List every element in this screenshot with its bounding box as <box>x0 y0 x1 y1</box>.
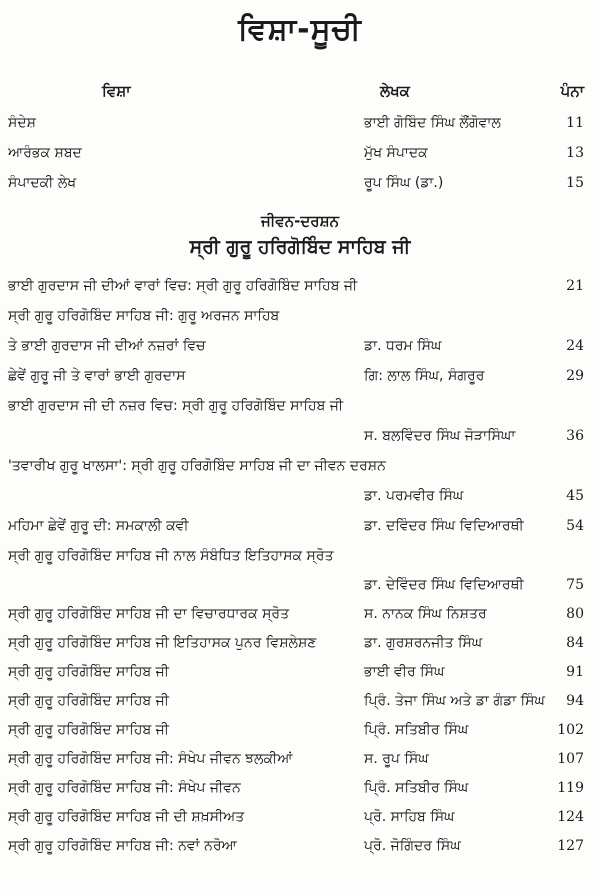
column-header-subject: ਵਿਸ਼ਾ <box>102 82 131 100</box>
entry-subject: ਭਾਈ ਗੁਰਦਾਸ ਜੀ ਦੀ ਨਜ਼ਰ ਵਿਚ: ਸ੍ਰੀ ਗੁਰੂ ਹਰਿਗੋਬਿੰਦ ਸਾਹਿਬ ਜੀ <box>8 398 344 414</box>
entry-author: ਪ੍ਰਿੰ. ਸਤਿਬੀਰ ਸਿੰਘ <box>364 722 469 738</box>
entry-page: 84 <box>566 635 584 651</box>
entry-subject: ਸ੍ਰੀ ਗੁਰੂ ਹਰਿਗੋਬਿੰਦ ਸਾਹਿਬ ਜੀ ਨਾਲ ਸੰਬੰਧਿਤ ਇਤਿਹਾਸਕ ਸ੍ਰੋਤ <box>8 548 334 564</box>
page-title: ਵਿਸ਼ਾ-ਸੂਚੀ <box>238 12 362 47</box>
entry-page: 13 <box>566 145 584 161</box>
entry-author: ਡਾ. ਦਵਿੰਦਰ ਸਿੰਘ ਵਿਦਿਆਰਥੀ <box>364 518 524 534</box>
entry-subject: ਤੇ ਭਾਈ ਗੁਰਦਾਸ ਜੀ ਦੀਆਂ ਨਜ਼ਰਾਂ ਵਿਚ <box>8 338 206 354</box>
entry-author: ਡਾ. ਦੇਵਿੰਦਰ ਸਿੰਘ ਵਿਦਿਆਰਥੀ <box>364 577 524 593</box>
entry-author: ਪ੍ਰਿੰ. ਸਤਿਬੀਰ ਸਿੰਘ <box>364 780 469 796</box>
column-header-author: ਲੇਖਕ <box>380 82 410 100</box>
entry-page: 127 <box>557 838 584 854</box>
entry-author: ਸ. ਰੂਪ ਸਿੰਘ <box>364 751 429 767</box>
entry-author: ਪ੍ਰੋ. ਸਾਹਿਬ ਸਿੰਘ <box>364 809 455 825</box>
entry-author: ਮੁੱਖ ਸੰਪਾਦਕ <box>364 145 428 161</box>
entry-subject: ਸ੍ਰੀ ਗੁਰੂ ਹਰਿਗੋਬਿੰਦ ਸਾਹਿਬ ਜੀ: ਸੰਖੇਪ ਜੀਵਨ ਝਲਕੀਆਂ <box>8 751 293 767</box>
entry-subject: ਸੰਦੇਸ਼ <box>8 115 36 131</box>
entry-page: 119 <box>557 780 584 796</box>
entry-subject: ਸ੍ਰੀ ਗੁਰੂ ਹਰਿਗੋਬਿੰਦ ਸਾਹਿਬ ਜੀ ਦਾ ਵਿਚਾਰਧਾਰਕ ਸ੍ਰੋਤ <box>8 606 290 622</box>
entry-page: 107 <box>557 751 584 767</box>
entry-subject: ਸ੍ਰੀ ਗੁਰੂ ਹਰਿਗੋਬਿੰਦ ਸਾਹਿਬ ਜੀ ਦੀ ਸ਼ਖ਼ਸੀਅਤ <box>8 809 245 825</box>
entry-author: ਪ੍ਰਿੰ. ਤੇਜਾ ਸਿੰਘ ਅਤੇ ਡਾ ਗੰਡਾ ਸਿੰਘ <box>364 693 545 709</box>
entry-page: 75 <box>566 577 584 593</box>
entry-page: 45 <box>566 488 584 504</box>
entry-subject: ਸ੍ਰੀ ਗੁਰੂ ਹਰਿਗੋਬਿੰਦ ਸਾਹਿਬ ਜੀ <box>8 722 170 738</box>
entry-page: 54 <box>566 518 584 534</box>
entry-author: ਡਾ. ਧਰਮ ਸਿੰਘ <box>364 338 442 354</box>
entry-subject: ਸ੍ਰੀ ਗੁਰੂ ਹਰਿਗੋਬਿੰਦ ਸਾਹਿਬ ਜੀ <box>8 693 170 709</box>
entry-author: ਸ. ਨਾਨਕ ਸਿੰਘ ਨਿਸ਼ਤਰ <box>364 606 487 622</box>
section-title: ਜੀਵਨ-ਦਰਸ਼ਨ <box>261 212 339 230</box>
section-subtitle: ਸ੍ਰੀ ਗੁਰੂ ਹਰਿਗੋਬਿੰਦ ਸਾਹਿਬ ਜੀ <box>189 236 411 258</box>
entry-subject: ਭਾਈ ਗੁਰਦਾਸ ਜੀ ਦੀਆਂ ਵਾਰਾਂ ਵਿਚ: ਸ੍ਰੀ ਗੁਰੂ ਹਰਿਗੋਬਿੰਦ ਸਾਹਿਬ ਜੀ <box>8 278 358 294</box>
entry-page: 94 <box>566 693 584 709</box>
entry-subject: ਸ੍ਰੀ ਗੁਰੂ ਹਰਿਗੋਬਿੰਦ ਸਾਹਿਬ ਜੀ: ਗੁਰੂ ਅਰਜਨ ਸਾਹਿਬ <box>8 308 280 324</box>
entry-subject: ਸੰਪਾਦਕੀ ਲੇਖ <box>8 175 77 191</box>
entry-page: 91 <box>566 664 584 680</box>
entry-subject: ਮਹਿਮਾ ਛੇਵੇਂ ਗੁਰੂ ਦੀ: ਸਮਕਾਲੀ ਕਵੀ <box>8 518 189 534</box>
entry-author: ਪ੍ਰੋ. ਜੋਗਿੰਦਰ ਸਿੰਘ <box>364 838 461 854</box>
entry-page: 102 <box>557 722 584 738</box>
entry-page: 29 <box>566 368 584 384</box>
entry-author: ਭਾਈ ਗੋਬਿੰਦ ਸਿੰਘ ਲੌਂਗੋਵਾਲ <box>364 115 501 131</box>
entry-subject: 'ਤਵਾਰੀਖ ਗੁਰੂ ਖਾਲਸਾ': ਸ੍ਰੀ ਗੁਰੂ ਹਰਿਗੋਬਿੰਦ ਸਾਹਿਬ ਜੀ ਦਾ ਜੀਵਨ ਦਰਸ਼ਨ <box>8 458 386 474</box>
column-header-page: ਪੰਨਾ <box>560 82 584 100</box>
entry-author: ਗਿ: ਲਾਲ ਸਿੰਘ, ਸੰਗਰੂਰ <box>364 368 485 384</box>
entry-subject: ਛੇਵੇਂ ਗੁਰੂ ਜੀ ਤੇ ਵਾਰਾਂ ਭਾਈ ਗੁਰਦਾਸ <box>8 368 186 384</box>
entry-page: 11 <box>566 115 584 131</box>
entry-subject: ਆਰੰਭਕ ਸ਼ਬਦ <box>8 145 82 161</box>
entry-page: 24 <box>566 338 584 354</box>
entry-author: ਰੂਪ ਸਿੰਘ (ਡਾ.) <box>364 175 444 191</box>
entry-page: 124 <box>557 809 584 825</box>
entry-subject: ਸ੍ਰੀ ਗੁਰੂ ਹਰਿਗੋਬਿੰਦ ਸਾਹਿਬ ਜੀ ਇਤਿਹਾਸਕ ਪੁਨਰ ਵਿਸ਼ਲੇਸ਼ਣ <box>8 635 317 651</box>
entry-subject: ਸ੍ਰੀ ਗੁਰੂ ਹਰਿਗੋਬਿੰਦ ਸਾਹਿਬ ਜੀ: ਸੰਖੇਪ ਜੀਵਨ <box>8 780 241 796</box>
entry-page: 15 <box>566 175 584 191</box>
entry-author: ਭਾਈ ਵੀਰ ਸਿੰਘ <box>364 664 445 680</box>
entry-subject: ਸ੍ਰੀ ਗੁਰੂ ਹਰਿਗੋਬਿੰਦ ਸਾਹਿਬ ਜੀ <box>8 664 170 680</box>
entry-page: 80 <box>566 606 584 622</box>
entry-page: 21 <box>566 278 584 294</box>
entry-author: ਸ. ਬਲਵਿੰਦਰ ਸਿੰਘ ਜੋੜਾਸਿੰਘਾ <box>364 428 516 444</box>
entry-author: ਡਾ. ਗੁਰਸ਼ਰਨਜੀਤ ਸਿੰਘ <box>364 635 483 651</box>
entry-author: ਡਾ. ਪਰਮਵੀਰ ਸਿੰਘ <box>364 488 464 504</box>
entry-subject: ਸ੍ਰੀ ਗੁਰੂ ਹਰਿਗੋਬਿੰਦ ਸਾਹਿਬ ਜੀ: ਨਵਾਂ ਨਰੋਆ <box>8 838 237 854</box>
entry-page: 36 <box>566 428 584 444</box>
